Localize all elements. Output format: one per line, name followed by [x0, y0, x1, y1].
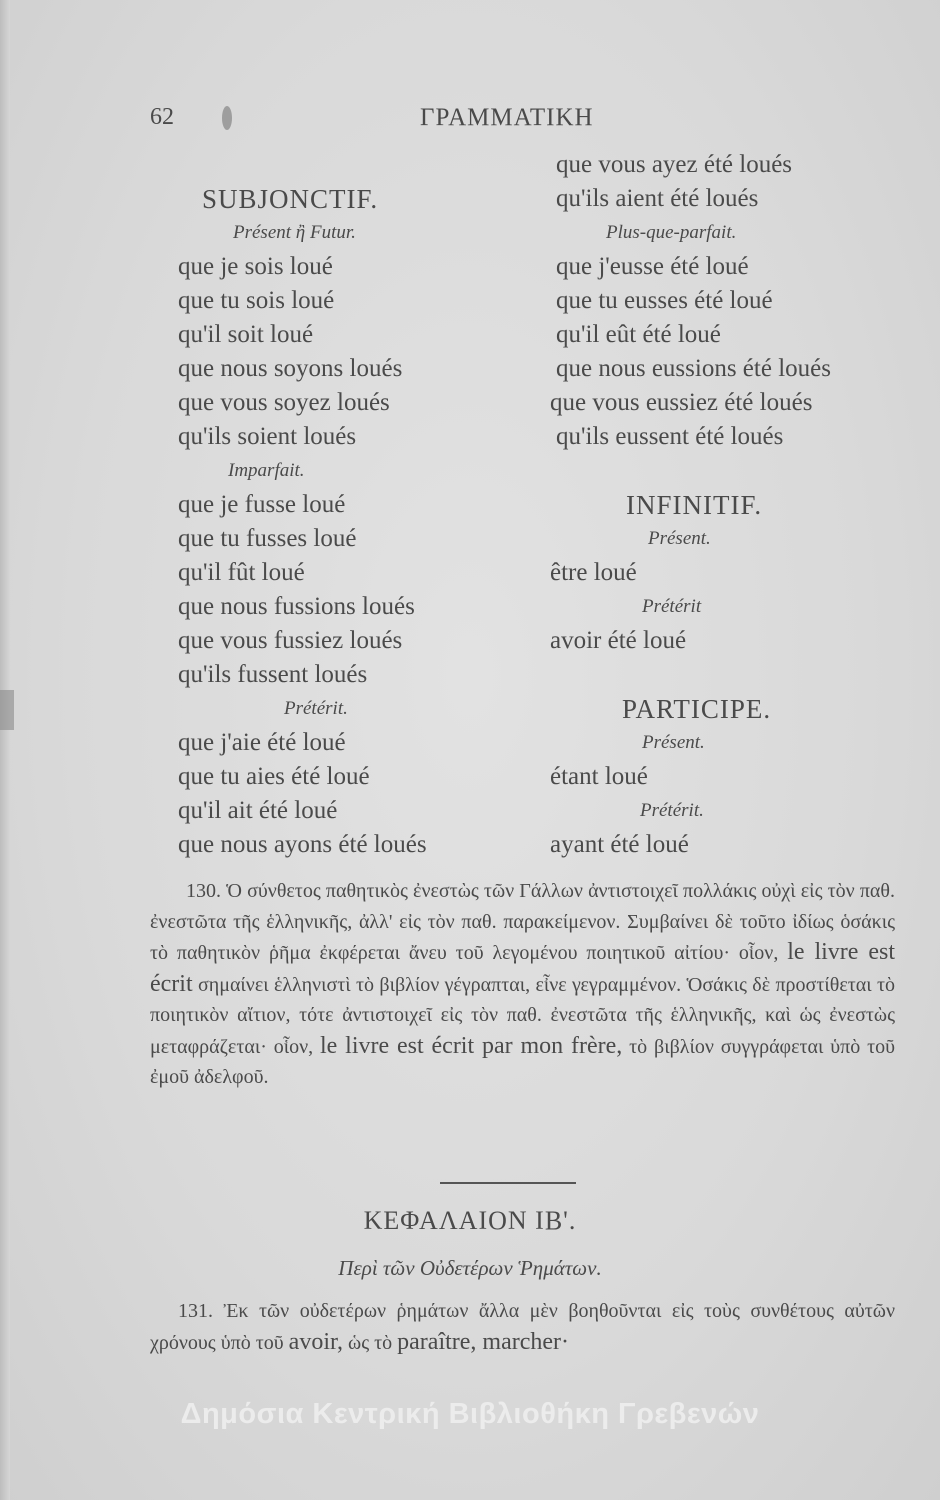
conjugation-line: que nous fussions loués	[178, 593, 415, 620]
conjugation-line: que vous ayez été loués	[556, 151, 793, 178]
paragraph-130	[150, 876, 895, 1093]
paragraph-text: ὡς τὸ	[348, 1331, 393, 1354]
paragraph-text: 131. Ἐκ τῶν οὐδετέρων ῥημάτων ἄλλα μὲν βοηθοῦνται εἰς τοὺς συνθέτους αὐτῶν χρόνους ὑπὸ τοῦ	[150, 1300, 895, 1354]
conjugation-line: qu'il eût été loué	[556, 321, 721, 348]
chapter-subtitle: Περὶ τῶν Οὐδετέρων Ῥημάτων.	[338, 1256, 602, 1280]
conjugation-line: que je fusse loué	[178, 491, 346, 518]
conjugation-line: étant loué	[550, 763, 648, 790]
left-column	[178, 148, 518, 862]
conjugation-line: avoir été loué	[550, 627, 687, 654]
tense-label: Présent.	[648, 528, 711, 549]
tense-label: Imparfait.	[228, 460, 305, 481]
conjugation-line: que vous soyez loués	[178, 389, 390, 416]
tense-label: Présent.	[642, 732, 705, 753]
paragraph-text: 130. Ὁ σύνθετος παθητικὸς ἐνεστὼς τῶν Γάλλων ἀντιστοιχεῖ πολλάκις οὐχὶ εἰς τὸν παθ. ἐνεστῶτα τῆς ἑλληνικῆς, ἀλλ' εἰς τὸν παθ. παρακείμενον. Συμβαίνει δὲ τοῦτο ἰδίως ὁσάκις τὸ παθητικὸν ῥῆμα ἐκφέρεται ἄνευ τοῦ λεγομένου ποιητικοῦ αἰτίου· οἷον,	[150, 880, 895, 964]
french-example: avoir,	[288, 1328, 344, 1355]
conjugation-line: qu'il fût loué	[178, 559, 305, 586]
tense-label: Prétérit.	[284, 698, 348, 719]
ink-blot	[222, 106, 232, 130]
conjugation-line: qu'ils soient loués	[178, 423, 357, 450]
conjugation-line: être loué	[550, 559, 637, 586]
conjugation-line: que tu fusses loué	[178, 525, 357, 552]
conjugation-line: que tu sois loué	[178, 287, 335, 314]
paragraph-text: σημαίνει ἑλληνιστὶ τὸ βιβλίον γέγραπται, εἶνε γεγραμμένον. Ὁσάκις δὲ προστίθεται τὸ ποιητικὸν αἴτιον, τότε ἀντιστοιχεῖ εἰς τὸν παθ. ἐνεστῶτα τῆς ἑλληνικῆς, καὶ ὡς ἐνεστὼς μεταφράζεται· οἷον,	[150, 973, 895, 1058]
conjugation-line: que vous fussiez loués	[178, 627, 403, 654]
conjugation-line: qu'il ait été loué	[178, 797, 338, 824]
conjugation-line: que nous soyons loués	[178, 355, 403, 382]
conjugation-line: que nous eussions été loués	[556, 355, 831, 382]
conjugation-line: que tu aies été loué	[178, 763, 370, 790]
page-number: 62	[150, 104, 174, 130]
conjugation-line: qu'ils aient été loués	[556, 185, 759, 212]
tense-label: Présent ἢ Futur.	[233, 222, 356, 243]
edge-mark	[0, 690, 14, 730]
library-watermark: Δημόσια Κεντρική Βιβλιοθήκη Γρεβενών	[180, 1398, 760, 1430]
conjugation-line: que j'aie été loué	[178, 729, 346, 756]
conjugation-line: ayant été loué	[550, 831, 689, 858]
running-title: ΓΡΑΜΜΑΤΙΚΗ	[420, 104, 594, 131]
conjugation-line: que tu eusses été loué	[556, 287, 773, 314]
participe-heading: PARTICIPE.	[622, 694, 772, 724]
tense-label: Prétérit	[642, 596, 702, 617]
french-example: paraître, marcher·	[397, 1328, 570, 1355]
french-example: le livre est écrit par mon frère,	[320, 1032, 623, 1059]
conjugation-line: que je sois loué	[178, 253, 333, 280]
tense-label: Prétérit.	[640, 800, 704, 821]
paragraph-131	[150, 1296, 895, 1358]
conjugation-line: qu'ils fussent loués	[178, 661, 368, 688]
french-example: le livre est écrit	[150, 939, 896, 997]
conjugation-line: qu'ils eussent été loués	[556, 423, 784, 450]
paragraph-text: τὸ βιβλίον συγγράφεται ὑπὸ τοῦ ἐμοῦ ἀδελφοῦ.	[150, 1035, 896, 1088]
conjugation-line: que vous eussiez été loués	[550, 389, 813, 416]
infinitif-heading: INFINITIF.	[626, 490, 763, 520]
conjugation-line: qu'il soit loué	[178, 321, 314, 348]
tense-label: Plus-que-parfait.	[606, 222, 737, 243]
chapter-title: ΚΕΦΑΛΑΙΟΝ ΙΒ'.	[363, 1206, 577, 1235]
conjugation-line: que j'eusse été loué	[556, 253, 749, 280]
right-column	[550, 148, 910, 862]
section-divider	[440, 1182, 576, 1184]
page-header	[0, 104, 940, 138]
subjonctif-heading: SUBJONCTIF.	[202, 184, 379, 214]
conjugation-line: que nous ayons été loués	[178, 831, 427, 858]
